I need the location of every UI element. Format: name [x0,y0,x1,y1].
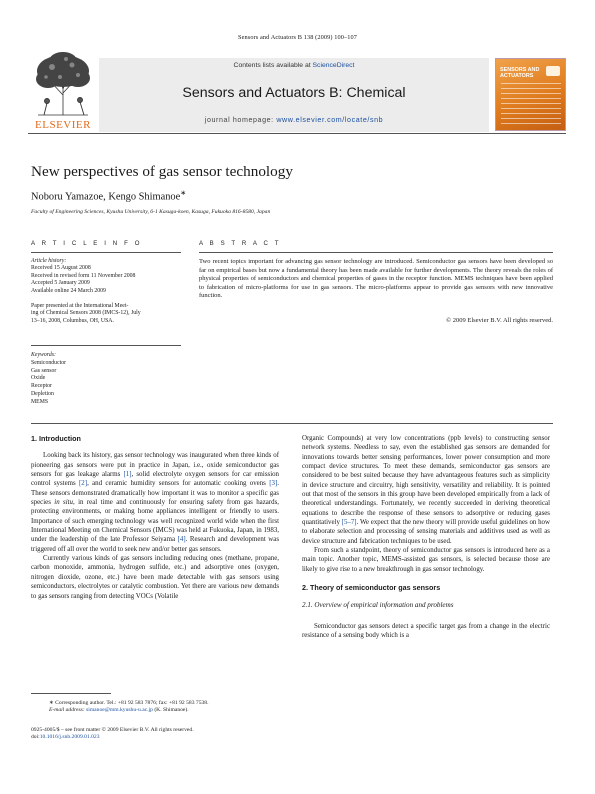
intro-paragraph-2: Currently various kinds of gas sensors including reducing ones (methane, propane, carbon monoxide, ammonia, hydrogen sulfide, etc.) and adsorptive ones (oxygen, nitrogen dioxide, ozone, etc.) have been made detectable with gas sensors using semiconductors, electrolytes or catalytic combustion. Yet there are various new demands to gas sensors ranging from detecting VOCs (Volatile [31,555,279,600]
history-received: Received 15 August 2008 [31,265,91,272]
elsevier-wordmark: ELSEVIER [35,119,91,131]
cover-decoration [501,83,561,128]
body-column-right [302,434,550,641]
keywords-block [31,352,181,407]
email-note [31,707,279,714]
keywords-title: Keywords: [31,352,56,358]
keyword-item: Gas sensor [31,367,57,374]
keyword-item: MEMS [31,398,49,405]
keyword-item: Oxide [31,375,46,382]
abstract-text: Two recent topics important for advancing gas sensor technology are introduced. Semiconductor gas sensors have been developed so far on empirical bases but now a fundamental theory has been made available for further developments. The theory reveals the roles of physical properties of semiconductors and chemical properties of gases in the receptor function. MEMS techniques have been applied to fabrication of micro-platforms for use in gas sensors. The micro-platforms appear to provide gas sensors with new innovative function. [199,258,553,300]
text-run: Looking back its history, gas sensor technology was inaugurated when three kinds of pioneering gas sensors were put in practice in Japan, i.e., oxide semiconductor gas sensors for gas leakage alarms [31,452,279,479]
article-info-heading: A R T I C L E I N F O [31,240,143,247]
text-run: , and ceramic humidity sensors for automatic cooking ovens [87,480,270,488]
journal-reference: Sensors and Actuators B 138 (2009) 100–107 [238,34,357,41]
intro-paragraph-3: From such a standpoint, theory of semiconductor gas sensors is introduced here as a main topic. Another topic, MEMS-assisted gas sensors, is selected because those are likely to give rise to a new breakthrough in gas sensor technology. [302,547,550,573]
conference-note-line: Paper presented at the International Meet- [31,303,129,310]
cover-title-line1: SENSORS AND [500,67,540,73]
homepage-line [99,116,489,124]
journal-header [28,47,566,133]
section-2-1-heading: 2.1. Overview of empirical information and problems [302,600,454,609]
email-label: E-mail address: [49,707,85,714]
text-run: , solid electrolyte oxygen sensors for car emission control systems [31,471,280,488]
italic-term: in situ [54,499,73,507]
text-run: . We expect that the new theory will provide useful guidelines on how to elaborate selection and processing of sensing materials and additives used as well as device structure and fabrication techniques to be used. [302,519,550,545]
text-run: , in real time and continuously for ensuring safety from gas hazards, protecting environments, or making home appliances intelligent or friendly to users. Importance of such emerging technology was well recognized world wide when the first International Meeting on Chemical Sensors (IMCS) was held at Fukuoka, Japan, in 1983, under the leadership of the late Professor Seiyama [31,499,280,544]
journal-homepage-link[interactable]: www.elsevier.com/locate/snb [276,116,384,124]
body-column-left [31,434,279,601]
footnotes [31,700,279,715]
doi-line [31,734,279,741]
section-2-1-paragraph: Semiconductor gas sensors detect a specific target gas from a change in the electric resistance of a sensing body which is a [302,622,550,640]
conference-note-line: ing of Chemical Sensors 2008 (IMCS-12), July [31,310,141,317]
section-2-heading: 2. Theory of semiconductor gas sensors [302,583,441,593]
history-accepted: Accepted 5 January 2009 [31,280,90,287]
article-history [31,258,181,325]
authors-text: Noboru Yamazoe, Kengo Shimanoe [31,191,181,203]
text-run: . These sensors demonstrated dramatically how important it was to monitor a specific gas species [31,480,279,507]
author-list [31,189,186,202]
citation-link[interactable]: [1] [123,471,132,479]
journal-cover-thumbnail [495,58,566,131]
email-link[interactable]: simanoe@mm.kyushu-u.ac.jp [86,707,153,714]
citation-link[interactable]: [4] [177,536,186,544]
issn-line: 0925-4005/$ – see front matter © 2009 Elsevier B.V. All rights reserved. [31,727,194,733]
affiliation: Faculty of Engineering Sciences, Kyushu University, 6-1 Kasuga-koen, Kasuga, Fukuoka 816-8580, Japan [31,209,271,215]
intro-paragraph-2-continued [302,434,550,546]
history-online: Available online 24 March 2009 [31,287,106,294]
contents-line [99,62,489,69]
header-bottom-rule [28,133,566,134]
email-suffix: (K. Shimanoe). [152,707,189,714]
corresponding-author-mark[interactable]: ∗ [180,189,187,197]
history-title: Article history: [31,258,67,264]
front-matter-bottom-rule [31,423,553,424]
footnote-mark: ∗ [49,700,54,706]
history-revised: Received in revised form 11 November 2008 [31,272,136,279]
contents-prefix: Contents lists available at [233,62,313,69]
abstract-rule [199,252,553,253]
section-1-heading: 1. Introduction [31,434,81,443]
elsevier-tree-icon [28,47,98,119]
article-info-rule [31,252,181,253]
abstract-heading: A B S T R A C T [199,240,282,247]
footnote-text: Corresponding author. Tel.: +81 92 583 7876; fax: +81 92 583 7538. [53,700,209,706]
keyword-item: Depletion [31,390,54,397]
intro-paragraph-1 [31,451,279,554]
footnote-rule [31,693,111,694]
conference-note-line: 13–16, 2008, Columbus, OH, USA. [31,317,114,324]
sciencedirect-link[interactable]: ScienceDirect [312,62,355,69]
cover-title-line2: ACTUATORS [500,73,534,79]
cover-badge [546,66,560,76]
elsevier-logo [28,47,98,131]
article-title: New perspectives of gas sensor technology [31,163,293,180]
doi-prefix: doi: [31,734,40,741]
issn-doi-block [31,727,279,742]
citation-link[interactable]: [5–7] [341,519,357,527]
keyword-item: Semiconductor [31,359,67,366]
abstract-copyright: © 2009 Elsevier B.V. All rights reserved. [446,317,553,324]
homepage-prefix: journal homepage: [204,116,277,124]
text-run: . Research and development was triggered off all over the world to seek new and/or better gas sensors. [31,536,279,553]
journal-masthead [99,58,489,132]
keyword-item: Receptor [31,383,52,390]
citation-link[interactable]: [3] [269,480,278,488]
text-run: Organic Compounds) at very low concentrations (ppb levels) to constructing sensor network systems. Needless to say, even the established gas sensors are demanded for innovations towards better sensing performances, lower power consumption and more compact device structures. To meet these demands, semiconductor gas sensors are considered to be best suited because they have advantageous features such as simplicity in device structure and circuitry, high sensitivity, versatility and reliability. It is pointed out that most of the sensors in this group have been developed empirically from a lack of theoretical understandings. Fortunately, we recently succeeded in deriving theoretical equations to describe the response of these sensors to adsorptive or reducing gases quantitatively [302,435,550,527]
journal-title: Sensors and Actuators B: Chemical [182,85,406,101]
doi-link[interactable]: 10.1016/j.snb.2009.01.023 [39,734,100,741]
citation-link[interactable]: [2] [79,480,88,488]
conference-note [31,303,181,325]
keywords-rule [31,345,181,346]
